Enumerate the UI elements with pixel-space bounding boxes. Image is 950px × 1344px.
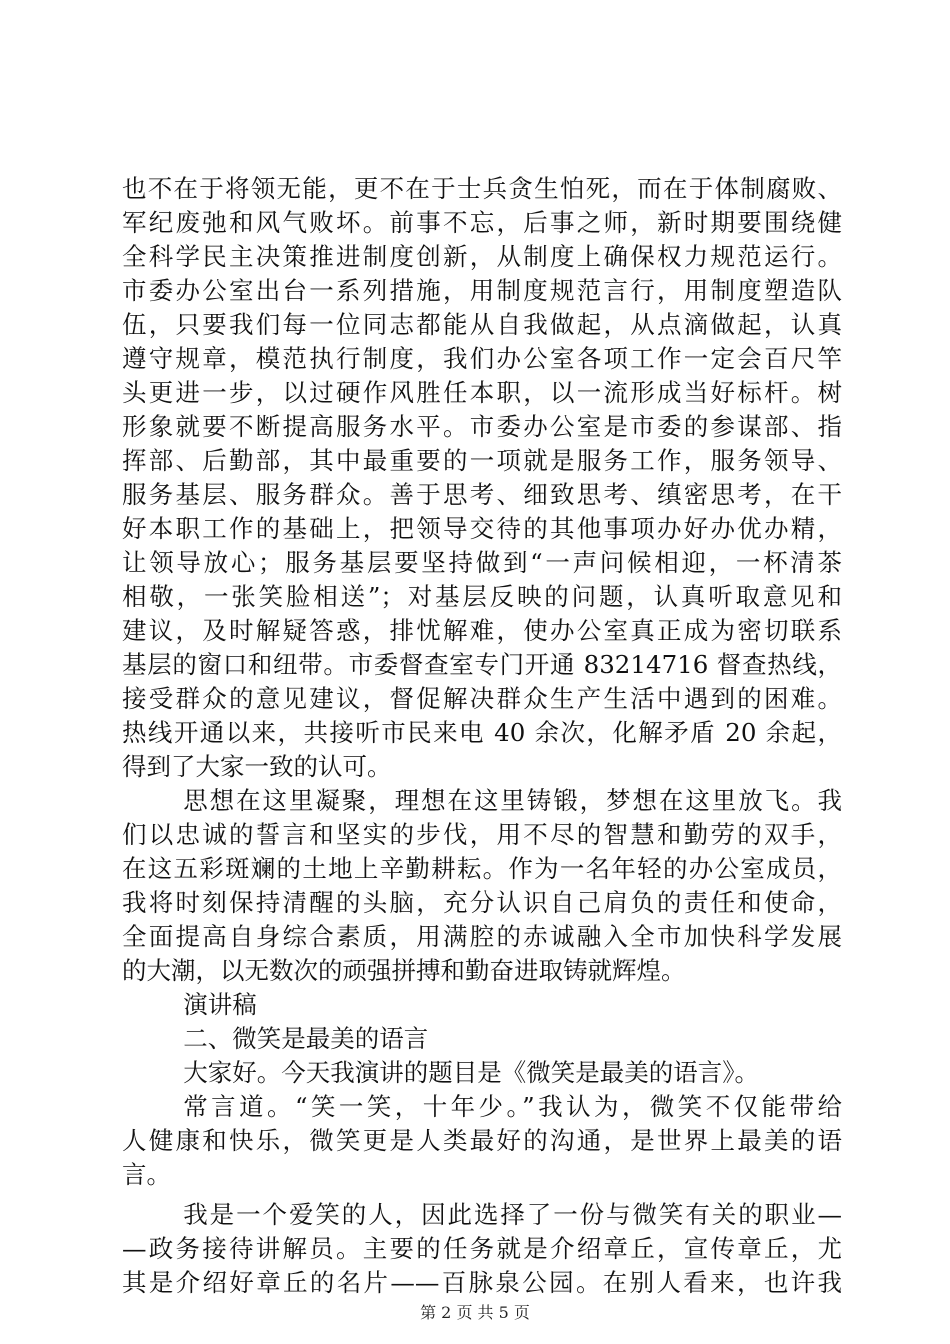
- text-line: 人健康和快乐，微笑更是人类最好的沟通，是世界上最美的语: [122, 1126, 842, 1155]
- text-line: 建议，及时解疑答惑，排忧解难，使办公室真正成为密切联系: [122, 616, 842, 645]
- text-line: 服务基层、服务群众。善于思考、细致思考、缜密思考，在干: [122, 480, 842, 509]
- text-line: 头更进一步，以过硬作风胜任本职，以一流形成当好标杆。树: [122, 378, 842, 407]
- text-line: 市委办公室出台一系列措施，用制度规范言行，用制度塑造队: [122, 276, 842, 305]
- text-line: 形象就要不断提高服务水平。市委办公室是市委的参谋部、指: [122, 412, 842, 441]
- text-line: 得到了大家一致的认可。: [122, 752, 392, 781]
- text-line: 也不在于将领无能，更不在于士兵贪生怕死，而在于体制腐败、: [122, 174, 842, 203]
- page-footer: 第 2 页 共 5 页: [420, 1303, 530, 1322]
- text-line: 我是一个爱笑的人，因此选择了一份与微笑有关的职业—: [183, 1200, 842, 1229]
- text-line: 们以忠诚的誓言和坚实的步伐，用不尽的智慧和勤劳的双手，: [122, 820, 842, 849]
- text-line: 相敬，一张笑脸相送”；对基层反映的问题，认真听取意见和: [122, 582, 842, 611]
- text-line: 言。: [122, 1160, 171, 1189]
- text-line: 伍，只要我们每一位同志都能从自我做起，从点滴做起，认真: [122, 310, 842, 339]
- text-line: 好本职工作的基础上，把领导交待的其他事项办好办优办精，: [122, 514, 842, 543]
- text-line: —政务接待讲解员。主要的任务就是介绍章丘，宣传章丘，尤: [122, 1234, 842, 1263]
- text-line: 挥部、后勤部，其中最重要的一项就是服务工作，服务领导、: [122, 446, 842, 475]
- text-line: 遵守规章，模范执行制度，我们办公室各项工作一定会百尺竿: [122, 344, 842, 373]
- text-line: 接受群众的意见建议，督促解决群众生产生活中遇到的困难。: [122, 684, 842, 713]
- text-line: 演讲稿: [183, 990, 257, 1019]
- text-line: 其是介绍好章丘的名片——百脉泉公园。在别人看来，也许我: [122, 1268, 842, 1297]
- text-line: 热线开通以来，共接听市民来电 40 余次，化解矛盾 20 余起，: [122, 718, 842, 747]
- text-line: 的大潮，以无数次的顽强拼搏和勤奋进取铸就辉煌。: [122, 956, 686, 985]
- text-line: 基层的窗口和纽带。市委督查室专门开通 83214716 督查热线，: [122, 650, 842, 679]
- document-body: [122, 172, 842, 1300]
- text-line: 大家好。今天我演讲的题目是《微笑是最美的语言》。: [183, 1058, 759, 1087]
- text-line: 二、微笑是最美的语言: [183, 1024, 429, 1053]
- text-line: 我将时刻保持清醒的头脑，充分认识自己肩负的责任和使命，: [122, 888, 842, 917]
- text-line: 常言道。“笑一笑，十年少。”我认为，微笑不仅能带给: [183, 1092, 842, 1121]
- text-line: 在这五彩斑斓的土地上辛勤耕耘。作为一名年轻的办公室成员，: [122, 854, 842, 883]
- text-line: 全面提高自身综合素质，用满腔的赤诚融入全市加快科学发展: [122, 922, 842, 951]
- text-line: 让领导放心；服务基层要坚持做到“一声问候相迎，一杯清茶: [122, 548, 842, 577]
- text-line: 军纪废弛和风气败坏。前事不忘，后事之师，新时期要围绕健: [122, 208, 842, 237]
- text-line: 全科学民主决策推进制度创新，从制度上确保权力规范运行。: [122, 242, 842, 271]
- text-line: 思想在这里凝聚，理想在这里铸锻，梦想在这里放飞。我: [183, 786, 842, 815]
